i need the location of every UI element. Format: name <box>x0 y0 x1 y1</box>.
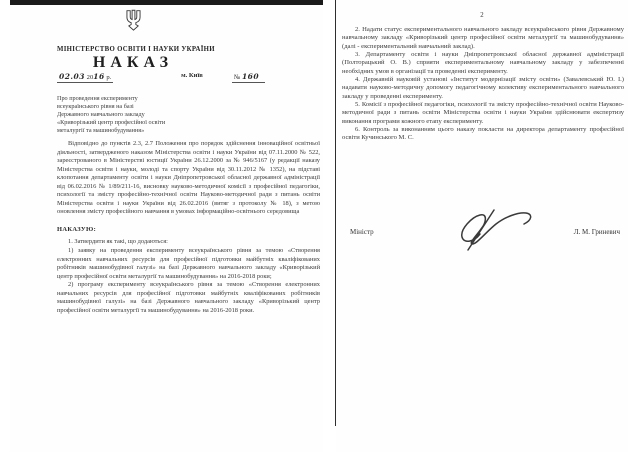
subject-line: металургії та машинобудування» <box>57 127 145 135</box>
order-paragraph: 3. Департаменту освіти і науки Дніпропетровської обласної державної адміністрації (Полторацький О. В.) сприяти експериментальному навчальному закладу у забезпеченні необхідних умов в організації та проведенні експерименту. <box>342 51 624 75</box>
ministry-name: МІНІСТЕРСТВО ОСВІТИ І НАУКИ УКРАЇНИ <box>57 46 215 53</box>
subject-line: «Криворізький центр професійної освіти <box>57 119 166 127</box>
ukraine-trident-emblem-icon <box>126 9 141 33</box>
handwritten-number: 160 <box>241 72 260 81</box>
number-sign: № <box>234 74 241 81</box>
order-item: 2) програму експерименту всеукраїнського рівня за темою «Створення електронних навчальних ресурсів для професійної підготовки майбутніх кваліфікованих робітників машинобудівної галузі» на базі Державного навчального закладу «Криворізький центр професійної освіти металургії та машинобудування» на 2016-2018 роки. <box>57 281 320 314</box>
document-type-title: НАКАЗ <box>92 54 174 71</box>
document-number <box>232 72 265 83</box>
city-label: м. Київ <box>181 72 203 79</box>
handwritten-signature <box>450 204 540 252</box>
page-number: 2 <box>480 12 484 19</box>
subject-line: всеукраїнського рівня на базі <box>57 103 134 111</box>
signer-name: Л. М. Гриневич <box>573 228 620 236</box>
signer-role: Міністр <box>350 228 374 236</box>
handwritten-year: 16 <box>93 72 105 81</box>
order-paragraph: 4. Державній науковій установі «Інститут модернізації змісту освіти» (Завалевський Ю. І.) надавати науково-методичну допомогу педагогічному колективу експериментального навчального закладу у проведенні експерименту. <box>342 76 624 100</box>
handwritten-day-month: 02.03 <box>59 72 85 81</box>
printed-century: 20 <box>86 74 94 81</box>
order-paragraph: 6. Контроль за виконанням цього наказу покласти на директора департаменту професійної освіти Кучинського М. С. <box>342 126 624 142</box>
document-date <box>57 72 113 83</box>
preamble-paragraph: Відповідно до пунктів 2.3, 2.7 Положення про порядок здійснення інноваційної освітньої діяльності, затвердженого наказом Міністерства освіти і науки України від 07.11.2000 № 522, зареєстрованого в Міністерстві юстиції України 26.12.2000 за № 946/5167 (у редакції наказу Міністерства освіти і науки, молоді та спорту України від 30.11.2012 № 1352), на підставі клопотання департаменту освіти і науки Дніпропетровської обласної державної адміністрації від 06.02.2016 № 1/89/211-16, висновку науково-методичної комісії з професійної педагогіки, психології та змісту професійно-технічної освіти Науково-методичної ради з питань освіти Міністерства освіти і науки України від 26.02.2016 (витяг з протоколу № 18), з метою оновлення змісту професійного навчання в умовах інформаційно-освітнього середовища <box>57 140 320 216</box>
order-subject <box>57 95 197 135</box>
order-paragraph: 2. Надати статус експериментального навчального закладу всеукраїнського рівня Державному навчальному закладу «Криворізький центр професійної освіти металургії та машинобудування» (далі - експериментальний навчальний заклад). <box>342 26 624 50</box>
order-body <box>57 140 320 315</box>
resolution-word: НАКАЗУЮ: <box>57 225 97 233</box>
subject-line: Про проведення експерименту <box>57 95 138 102</box>
order-body-continued <box>342 26 624 143</box>
order-paragraph: 5. Комісії з професійної педагогіки, психології та змісту професійно-технічної освіти Науково-методичної ради з питань освіти Міністерства освіти і науки України здійснювати експертизу виконання програми кожного етапу експерименту. <box>342 101 624 125</box>
order-item: 1) заявку на проведення експерименту всеукраїнського рівня за темою «Створення електронних навчальних ресурсів для професійної підготовки майбутніх кваліфікованих робітників машинобудівної галузі» на базі Державного навчального закладу «Криворізький центр професійної освіти металургії та машинобудування» на 2016-2018 роки; <box>57 247 320 280</box>
date-suffix: р. <box>106 74 112 81</box>
scanned-page-1 <box>10 0 323 452</box>
scan-top-edge <box>10 0 323 5</box>
subject-line: Державного навчального закладу <box>57 111 145 119</box>
document-header <box>57 9 215 72</box>
order-item: 1. Затвердити як такі, що додаються: <box>68 238 168 246</box>
scanned-page-2 <box>336 0 628 452</box>
